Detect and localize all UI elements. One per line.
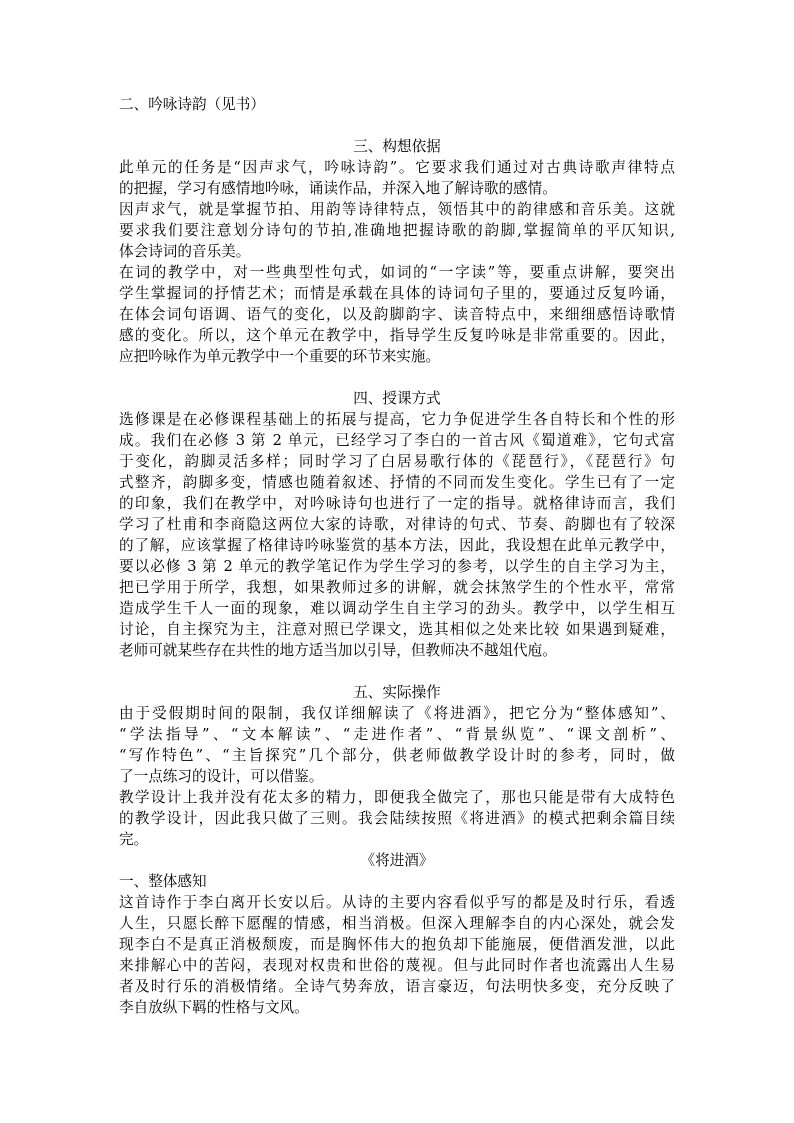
section5-line: 了一点练习的设计，可以借鉴。 [119, 768, 324, 785]
section3-line: 因声求气，就是掌握节拍、用韵等诗律特点，领悟其中的韵律感和音乐美。这就 [119, 201, 675, 218]
section3-title: 三、构想依据 [353, 138, 441, 155]
section5-title: 五、实际操作 [353, 684, 441, 701]
section4-line: 把已学用于所学，我想，如果教师过多的讲解，就会抹煞学生的个性水平，常常 [119, 579, 675, 596]
section3-line: 的把握，学习有感情地吟咏，诵读作品，并深入地了解诗歌的感情。 [119, 180, 557, 197]
section3-line: 体会诗词的音乐美。 [119, 243, 251, 260]
section5-line: “写作特色”、“主旨探究”几个部分，供老师做教学设计时的参考，同时，做 [119, 747, 675, 764]
section4-line: 造成学生千人一面的现象，难以调动学生自主学习的劲头。教学中，以学生相互 [119, 600, 675, 617]
paragraph-gap [119, 367, 675, 388]
section3-line: 此单元的任务是“因声求气，吟咏诗韵”。它要求我们通过对古典诗歌声律特点 [119, 159, 675, 176]
section5-line: 教学设计上我并没有花太多的精力，即便我全做完了，那也只能是带有大成特色 [119, 789, 675, 806]
section4-line: 讨论，自主探究为主，注意对照已学课文，选其相似之处来比较 如果遇到疑难， [119, 621, 675, 638]
section4-line: 学习了杜甫和李商隐这两位大家的诗歌，对律诗的句式、节奏、韵脚也有了较深 [119, 516, 675, 533]
poem-title: 《将进酒》 [360, 852, 434, 869]
poem-line: 来排解心中的苦闷，表现对权贵和世俗的蔑视。但与此同时作者也流露出人生易 [119, 957, 675, 974]
section4-line: 于变化，韵脚灵活多样；同时学习了白居易歌行体的《琵琶行》，《琵琶行》句 [119, 453, 675, 470]
poem-line: 人生，只愿长醉下愿醒的情感，相当消极。但深入理解李自的内心深处，就会发 [119, 915, 675, 932]
poem-line: 者及时行乐的消极情绪。全诗气势奔放，语言豪迈，句法明快多变，充分反映了 [119, 978, 675, 995]
section4-line: 的印象，我们在教学中，对吟咏诗句也进行了一定的指导。就格律诗而言，我们 [119, 495, 675, 512]
section3-line: 在词的教学中，对一些典型性句式，如词的“一字读”等，要重点讲解，要突出 [119, 264, 675, 281]
section5-line: 完。 [119, 831, 149, 848]
section4-title: 四、授课方式 [353, 390, 441, 407]
section3-line: 应把吟咏作为单元教学中一个重要的环节来实施。 [119, 348, 441, 365]
paragraph-gap [119, 661, 675, 682]
section3-line: 在体会词句语调、语气的变化，以及韵脚韵字、读音特点中，来细细感悟诗歌情 [119, 306, 675, 323]
section4-line: 成。我们在必修 3 第 2 单元，已经学习了李白的一首古风《蜀道难》，它句式富 [119, 432, 675, 449]
document-page [119, 94, 675, 1018]
section4-line: 的了解，应该掌握了格律诗吟咏鉴赏的基本方法，因此，我设想在此单元教学中， [119, 537, 675, 554]
poem-line: 这首诗作于李白离开长安以后。从诗的主要内容看似乎写的都是及时行乐，看透 [119, 894, 675, 911]
poem-line: 现李白不是真正消极颓废，而是胸怀伟大的抱负却下能施展，便借酒发泄，以此 [119, 936, 675, 953]
section3-line: 学生掌握词的抒情艺术；而情是承载在具体的诗词句子里的，要通过反复吟诵， [119, 285, 675, 302]
section4-line: 选修课是在必修课程基础上的拓展与提高，它力争促进学生各自特长和个性的形 [119, 411, 675, 428]
section5-line: “学法指导”、“文本解读”、“走进作者”、“背景纵览”、“课文剖析”、 [119, 726, 675, 743]
section3-line: 要求我们要注意划分诗句的节拍,准确地把握诗歌的韵脚,掌握简单的平仄知识, [119, 222, 675, 239]
poem-subheading: 一、整体感知 [119, 873, 207, 890]
section5-line: 的教学设计，因此我只做了三则。我会陆续按照《将进酒》的模式把剩余篇目续 [119, 810, 675, 827]
poem-line: 李自放纵下羁的性格与文风。 [119, 999, 309, 1016]
section3-line: 感的变化。所以，这个单元在教学中，指导学生反复吟咏是非常重要的。因此， [119, 327, 675, 344]
section4-line: 老师可就某些存在共性的地方适当加以引导，但教师决不越俎代庖。 [119, 642, 557, 659]
section4-line: 要以必修 3 第 2 单元的教学笔记作为学生学习的参考，以学生的自主学习为主， [119, 558, 675, 575]
section2-heading: 二、吟咏诗韵（见书） [119, 96, 265, 113]
section5-line: 由于受假期时间的限制，我仅详细解读了《将进酒》，把它分为“整体感知”、 [119, 705, 675, 722]
section4-line: 式整齐，韵脚多变，情感也随着叙述、抒情的不同而发生变化。学生已有了一定 [119, 474, 675, 491]
